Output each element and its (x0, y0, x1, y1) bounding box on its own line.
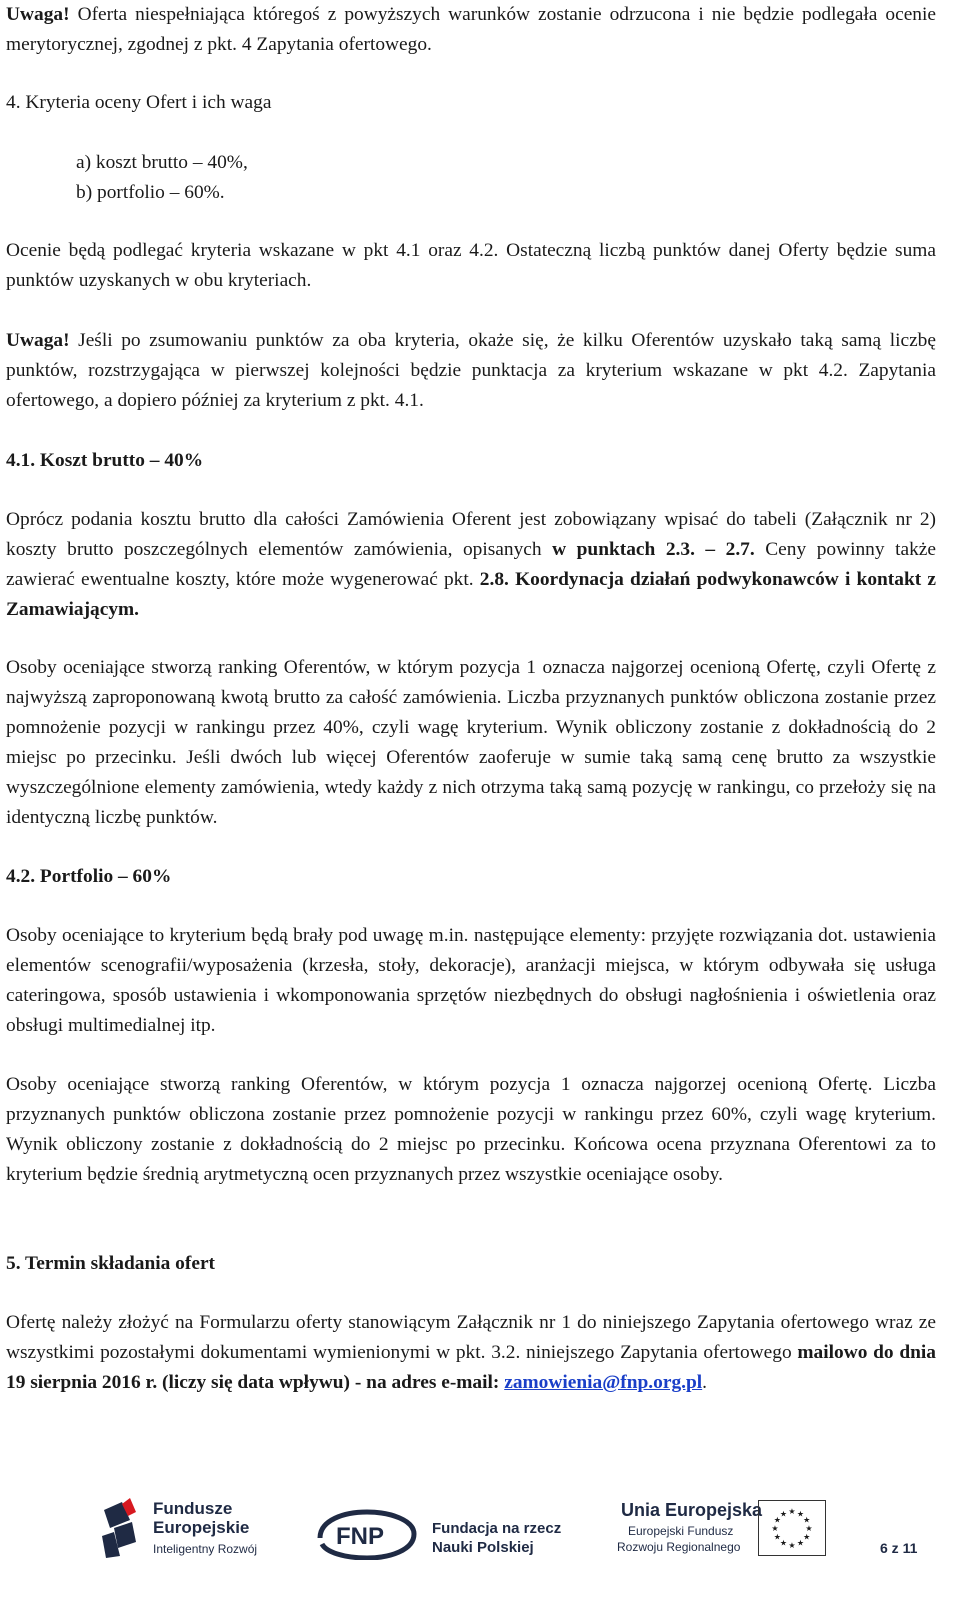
cost-text-c: Ceny powinny także zawierać ewentualne koszty, które może wygenerować pkt. (6, 539, 936, 590)
tie-break-text: Jeśli po zsumowaniu punktów za oba kryteria, okaże się, że kilku Oferentów uzyskało taką samą liczbę punktów, rozstrzygająca w pierwszej kolejności będzie punktacja za kryterium wskazane w pkt 4.2. Zapytania ofertowego, a dopiero później za kryterium z pkt. 4.1. (6, 330, 936, 411)
fe-name-line1: Fundusze (153, 1499, 233, 1518)
ue-name: Unia Europejska (621, 1500, 763, 1520)
footer-logos (0, 1490, 960, 1590)
deadline-text-date: mailowo do dnia 19 sierpnia 2016 r. (liczy się data wpływu) - na adres e-mail: (6, 1342, 936, 1393)
deadline-text-end: . (702, 1372, 708, 1393)
fnp-name-line2: Nauki Polskiej (432, 1539, 534, 1556)
fnp-logo-text: FNP (336, 1523, 384, 1550)
criteria-intro-paragraph: Ocenie będą podlegać kryteria wskazane w pkt 4.1 oraz 4.2. Ostateczną liczbą punktów danej Oferty będzie suma punktów uzyskanych w obu kryteriach. (6, 240, 936, 291)
page-number: 6 z 11 (880, 1540, 918, 1556)
eu-star-icon: ★ (803, 1532, 811, 1542)
warning-lead: Uwaga! (6, 4, 70, 25)
fnp-logo-icon (314, 1508, 420, 1560)
cost-ranking-paragraph: Osoby oceniające stworzą ranking Oferentów, w którym pozycja 1 oznacza najgorzej ocenioną Ofertę, czyli Ofertę z najwyższą zaproponowaną kwotą brutto za całość zamówienia. Liczba przyznanych punktów obliczona zostanie przez pomnożenie pozycji w rankingu przez 40%, czyli wagę kryterium. Wynik obliczony zostanie z dokładnością do 2 miejsc po przecinku. Jeśli dwóch lub więcej Oferentów zaoferuje w sumie taką samą cenę brutto za wszystkie wyszczególnione elementy zamówienia, wtedy każdy z nich otrzyma taką samą pozycję w rankingu, co przełoży się na identyczną liczbę punktów. (6, 657, 936, 828)
ue-fund-line2: Rozwoju Regionalnego (617, 1540, 741, 1554)
eu-star-icon: ★ (779, 1509, 788, 1519)
fundusze-europejskie-logo-icon (100, 1498, 140, 1560)
fe-program: Inteligentny Rozwój (153, 1542, 258, 1556)
section-4-heading: 4. Kryteria oceny Ofert i ich waga (6, 92, 272, 113)
eu-star-icon: ★ (796, 1538, 805, 1548)
email-link[interactable]: zamowienia@fnp.org.pl (504, 1372, 703, 1393)
deadline-text-a: Ofertę należy złożyć na Formularzu oferty stanowiącym Załącznik nr 1 do niniejszego Zapytania ofertowego wraz ze wszystkimi pozostałymi dokumentami wymienionymi w pkt. 3.2. niniejszego Zapytania ofertowego (6, 1312, 936, 1363)
tie-break-lead: Uwaga! (6, 330, 70, 351)
portfolio-ranking-paragraph: Osoby oceniające stworzą ranking Oferentów, w którym pozycja 1 oznacza najgorzej ocenioną Ofertę. Liczba przyznanych punktów obliczona zostanie przez pomnożenie pozycji w rankingu przez 60%, czyli wagę kryterium. Wynik obliczony zostanie z dokładnością do 2 miejsc po przecinku. Końcowa ocena przyznana Oferentowi za to kryterium będzie średnią arytmetyczną ocen przyznanych przez wszystkie oceniające osoby. (6, 1074, 936, 1185)
eu-star-icon: ★ (773, 1515, 781, 1525)
eu-stars-icon (759, 1501, 825, 1555)
fe-name-line2: Europejskie (153, 1518, 250, 1537)
eu-star-icon: ★ (779, 1538, 788, 1548)
cost-text-coordination: 2.8. Koordynacja działań podwykonawców i kontakt z Zamawiającym. (6, 569, 936, 620)
fnp-name-line1: Fundacja na rzecz (432, 1520, 562, 1537)
deadline-paragraph (6, 1308, 936, 1398)
cost-paragraph (6, 505, 936, 625)
warning-text: Oferta niespełniająca któregoś z powyższych warunków zostanie odrzucona i nie będzie podlegała ocenie merytorycznej, zgodnej z pkt. 4 Zapytania ofertowego. (6, 4, 936, 55)
eu-star-icon: ★ (771, 1524, 779, 1533)
eu-star-icon: ★ (805, 1524, 813, 1533)
eu-star-icon: ★ (803, 1515, 811, 1525)
section-4-2-heading: 4.2. Portfolio – 60% (6, 866, 172, 887)
criteria-item-a: a) koszt brutto – 40%, (76, 152, 248, 173)
warning-paragraph (6, 0, 936, 60)
eu-flag-icon (758, 1500, 826, 1556)
section-5-heading: 5. Termin składania ofert (6, 1253, 216, 1274)
portfolio-paragraph: Osoby oceniające to kryterium będą brały pod uwagę m.in. następujące elementy: przyjęte rozwiązania dot. ustawienia elementów scenografii/wyposażenia (krzesła, stoły, dekoracje), aranżacji miejsca, w którym odbywała się usługa cateringowa, sposób ustawienia i wkomponowania sprzętów niezbędnych do obsługi nagłośnienia i oświetlenia oraz obsługi multimedialnej itp. (6, 925, 936, 1036)
eu-star-icon: ★ (796, 1509, 805, 1519)
eu-star-icon: ★ (773, 1532, 781, 1542)
criteria-item-b: b) portfolio – 60%. (76, 182, 225, 203)
cost-text-a: Oprócz podania kosztu brutto dla całości Zamówienia Oferent jest zobowiązany wpisać do tabeli (Załącznik nr 2) koszty brutto poszczególnych elementów zamówienia, opisanych (6, 509, 936, 560)
section-4-1-heading: 4.1. Koszt brutto – 40% (6, 450, 204, 471)
tie-break-paragraph (6, 326, 936, 416)
ue-fund-line1: Europejski Fundusz (628, 1524, 734, 1538)
eu-star-icon: ★ (788, 1541, 796, 1550)
cost-text-points: w punktach 2.3. – 2.7. (552, 539, 755, 560)
eu-star-icon: ★ (788, 1507, 796, 1516)
